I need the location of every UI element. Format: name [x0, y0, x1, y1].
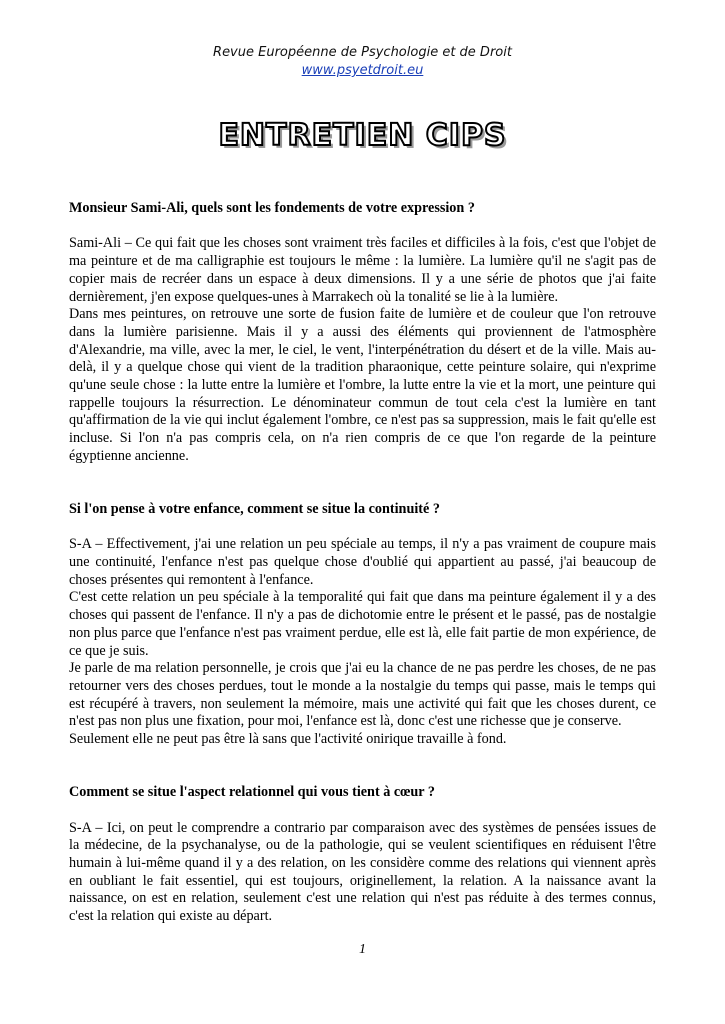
- answer-2-paragraph-4: Seulement elle ne peut pas être là sans que l'activité onirique travaille à fond.: [69, 731, 507, 748]
- question-2: Si l'on pense à votre enfance, comment se situe la continuité ?: [69, 500, 440, 517]
- page-number: 1: [359, 942, 366, 957]
- answer-3-paragraph-1: S-A – Ici, on peut le comprendre a contrario par comparaison avec des systèmes de pensées issues de la médecine, de la psychanalyse, ou de la pathologie, qui se veulent scientifiques en réduisent l'être humain à lui-même quand il y a des relation, on les considère comme des relations qui viennent après en oubliant le fait essentiel, qui est toujours, originellement, la relation. A la naissance avant la naissance, on est en relation, seulement c'est une relation qui n'est pas réduite à des termes connus, c'est la relation qui existe au départ.: [69, 819, 656, 925]
- answer-2-paragraph-2: C'est cette relation un peu spéciale à la temporalité qui fait que dans ma peinture également il y a des choses qui passent de l'enfance. Il n'y a pas de dichotomie entre le présent et le passé, pas de nostalgie non plus parce que l'enfance n'est pas vraiment perdue, elle est là, elle fait partie de mon expérience, de ce que je suis.: [69, 589, 656, 659]
- answer-2-paragraph-1: S-A – Effectivement, j'ai une relation un peu spéciale au temps, il n'y a pas vraiment de coupure mais une continuité, l'enfance n'est pas quelque chose d'oublié qui appartient au passé, j'ai beaucoup de choses présentes qui remontent à l'enfance.: [69, 536, 656, 588]
- question-1: Monsieur Sami-Ali, quels sont les fondements de votre expression ?: [69, 200, 475, 216]
- document-title: ENTRETIEN CIPS: [218, 118, 507, 153]
- journal-title: Revue Européenne de Psychologie et de Droit: [213, 45, 512, 60]
- answer-2-paragraph-3: Je parle de ma relation personnelle, je crois que j'ai eu la chance de ne pas perdre les choses, de ne pas retourner vers des choses perdues, tout le monde a la nostalgie du temps qui passe, mais le temps qui est récupéré à travers, non seulement la mémoire, mais une activité qui fait que les choses durent, ce n'est pas non plus une fixation, pour moi, l'enfance est là, donc c'est une richesse que je conserve.: [69, 660, 656, 730]
- question-3: Comment se situe l'aspect relationnel qui vous tient à cœur ?: [69, 784, 435, 801]
- answer-1-paragraph-1: Sami-Ali – Ce qui fait que les choses sont vraiment très faciles et difficiles à la fois, c'est que l'objet de ma peinture et de ma calligraphie est toujours le même : la lumière. La lumière qu'il ne s'agit pas de copier mais de recréer dans un espace à deux dimensions. Il y a une série de photos que j'ai faite dernièrement, j'en expose quelques-unes à Marrakech où la tonalité se lie à la lumière.: [69, 235, 656, 305]
- journal-header: [0, 44, 725, 80]
- journal-url-link[interactable]: www.psyetdroit.eu: [301, 63, 424, 78]
- answer-1-paragraph-2: Dans mes peintures, on retrouve une sorte de fusion faite de lumière et de couleur que l'on retrouve dans la lumière parisienne. Mais il y a aussi des éléments qui proviennent de l'atmosphère d'Alexandrie, ma ville, avec la mer, le ciel, le vent, l'interpénétration du désert et de la ville. Mais au-delà, il y a quelque chose qui vient de la tradition pharaonique, cette peinture solaire, qui n'exprime qu'une seule chose : la lutte entre la lumière et l'ombre, la lutte entre la vie et la mort, une peinture qui rappelle toujours la résurrection. Le dénominateur commun de tout cela c'est la lumière en tant qu'affirmation de la vie qui inclut également l'ombre, ce n'est pas sa suppression, mais le fait qu'elle est incluse. Si l'on n'a pas compris cela, on n'a rien compris de ce que l'on regarde de la peinture égyptienne ancienne.: [69, 306, 656, 464]
- article-body: [69, 200, 656, 926]
